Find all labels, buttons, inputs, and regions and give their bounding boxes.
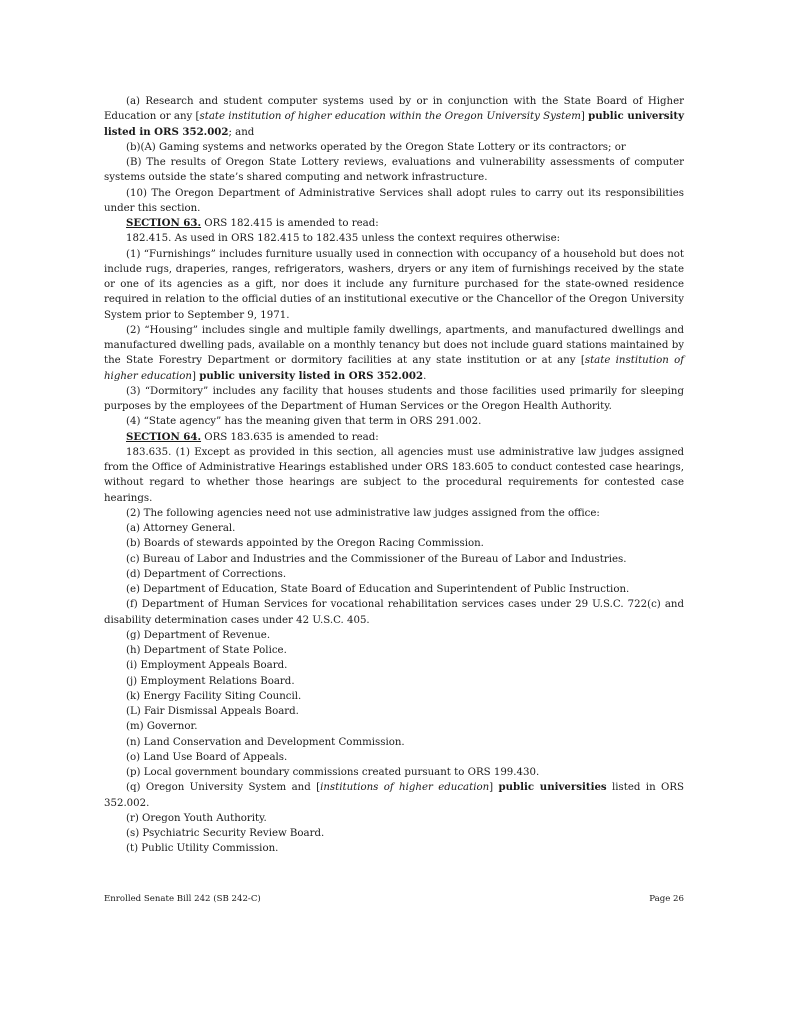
section-heading: SECTION 64.	[126, 430, 202, 443]
paragraph	[104, 216, 684, 231]
list-item	[104, 521, 684, 536]
bill-text-body	[104, 94, 684, 857]
text-run: (n) Land Conservation and Development Commission.	[126, 736, 405, 748]
paragraph	[104, 94, 684, 140]
list-item	[104, 552, 684, 567]
paragraph	[104, 414, 684, 429]
text-run: (t) Public Utility Commission.	[126, 843, 279, 855]
list-item	[104, 735, 684, 750]
paragraph	[104, 247, 684, 323]
text-run: (g) Department of Revenue.	[126, 629, 271, 641]
text-run: (p) Local government boundary commissions created pursuant to ORS 199.430.	[126, 767, 540, 778]
paragraph	[104, 430, 684, 445]
paragraph	[104, 384, 684, 415]
list-item	[104, 658, 684, 673]
list-item	[104, 689, 684, 704]
paragraph	[104, 186, 684, 217]
text-run: (h) Department of State Police.	[126, 645, 287, 656]
text-run: (s) Psychiatric Security Review Board.	[126, 828, 325, 839]
text-run: (1) “Furnishings” includes furniture usually used in connection with occupancy of a household but does not include rugs, draperies, ranges, refrigerators, washers, dryers or any item of furnishings received by the state or one of its agencies as a gift, nor does it include any furniture purchased for the state-owned residence required in relation to the official duties of an institutional executive or the Chancellor of the Oregon University System prior to September 9, 1971.	[104, 248, 684, 321]
text-run: ORS 183.635 is amended to read:	[201, 431, 379, 443]
text-run: (b)(A) Gaming systems and networks operated by the Oregon State Lottery or its contractors; or	[126, 141, 626, 153]
text-run: (2) “Housing” includes single and multiple family dwellings, apartments, and manufactured dwellings and manufactured dwelling pads, available on a monthly tenancy but does not include guard stations maintained by the State Forestry Department or dormitory facilities at any state institution or at any [	[104, 324, 684, 367]
list-item	[104, 841, 684, 856]
paragraph	[104, 445, 684, 506]
text-run: (q) Oregon University System and [	[126, 782, 321, 794]
text-run: (e) Department of Education, State Board of Education and Superintendent of Public Instruction.	[126, 584, 630, 595]
inserted-text: public university listed in ORS 352.002	[199, 369, 424, 382]
text-run: (4) “State agency” has the meaning given that term in ORS 291.002.	[126, 416, 482, 428]
paragraph	[104, 155, 684, 186]
text-run: ]	[580, 111, 589, 123]
text-run: (o) Land Use Board of Appeals.	[126, 751, 288, 763]
text-run: (f) Department of Human Services for vocational rehabilitation services cases under 29 U.S.C. 722(c) and disability determination cases under 42 U.S.C. 405.	[104, 599, 684, 626]
list-item	[104, 674, 684, 689]
text-run: (2) The following agencies need not use administrative law judges assigned from the office:	[126, 507, 600, 519]
inserted-text: public university listed in ORS 352.002	[104, 110, 685, 138]
text-run: listed in ORS 352.002.	[104, 782, 685, 809]
list-item	[104, 704, 684, 719]
text-run: ORS 182.415 is amended to read:	[201, 218, 379, 229]
paragraph	[104, 506, 684, 521]
paragraph	[104, 323, 684, 384]
text-run: (j) Employment Relations Board.	[126, 675, 295, 687]
list-item	[104, 582, 684, 597]
list-item	[104, 567, 684, 582]
text-run: ]	[191, 370, 200, 382]
text-run: (L) Fair Dismissal Appeals Board.	[126, 706, 299, 717]
text-run: 183.635. (1) Except as provided in this section, all agencies must use administrative law judges assigned from the Office of Administrative Hearings established under ORS 183.605 to conduct contested case hearings, without regard to whether those hearings are subject to the procedural requirements for contested case hearings.	[104, 446, 684, 504]
text-run: .	[423, 370, 427, 382]
text-run: ; and	[228, 126, 255, 138]
list-item	[104, 719, 684, 734]
list-item	[104, 826, 684, 841]
text-run: (r) Oregon Youth Authority.	[126, 812, 267, 824]
footer-bill-title: Enrolled Senate Bill 242 (SB 242-C)	[104, 894, 261, 904]
footer-page-number: Page 26	[649, 894, 684, 904]
paragraph	[104, 231, 684, 246]
text-run: (d) Department of Corrections.	[126, 568, 287, 580]
text-run: (i) Employment Appeals Board.	[126, 660, 288, 672]
text-run: (3) “Dormitory” includes any facility that houses students and those facilities used primarily for sleeping purposes by the employees of the Department of Human Services or the Oregon Health Authority.	[104, 385, 684, 412]
deleted-text: state institution of higher education	[104, 355, 684, 382]
text-run: ]	[489, 782, 499, 794]
paragraph	[104, 780, 684, 811]
list-item	[104, 765, 684, 780]
page-footer	[104, 894, 684, 904]
list-item	[104, 628, 684, 643]
list-item	[104, 750, 684, 765]
deleted-text: institutions of higher education	[320, 782, 490, 794]
list-item	[104, 536, 684, 551]
text-run: (a) Attorney General.	[126, 523, 236, 534]
text-run: (k) Energy Facility Siting Council.	[126, 690, 302, 702]
text-run: (a) Research and student computer systems used by or in conjunction with the State Board of Higher Education or any [	[104, 96, 684, 123]
section-heading: SECTION 63.	[126, 217, 202, 229]
deleted-text: state institution of higher education within the Oregon University System	[199, 111, 581, 123]
text-run: (B) The results of Oregon State Lottery reviews, evaluations and vulnerability assessments of computer systems outside the state’s shared computing and network infrastructure.	[104, 157, 684, 184]
paragraph	[104, 140, 684, 155]
text-run: (10) The Oregon Department of Administrative Services shall adopt rules to carry out its responsibilities under this section.	[104, 187, 684, 214]
text-run: (m) Governor.	[126, 721, 198, 733]
paragraph	[104, 597, 684, 628]
text-run: 182.415. As used in ORS 182.415 to 182.435 unless the context requires otherwise:	[126, 233, 561, 245]
text-run: (c) Bureau of Labor and Industries and the Commissioner of the Bureau of Labor and Industries.	[126, 553, 627, 565]
inserted-text: public universities	[498, 781, 607, 794]
list-item	[104, 643, 684, 658]
list-item	[104, 811, 684, 826]
text-run: (b) Boards of stewards appointed by the Oregon Racing Commission.	[126, 538, 484, 550]
